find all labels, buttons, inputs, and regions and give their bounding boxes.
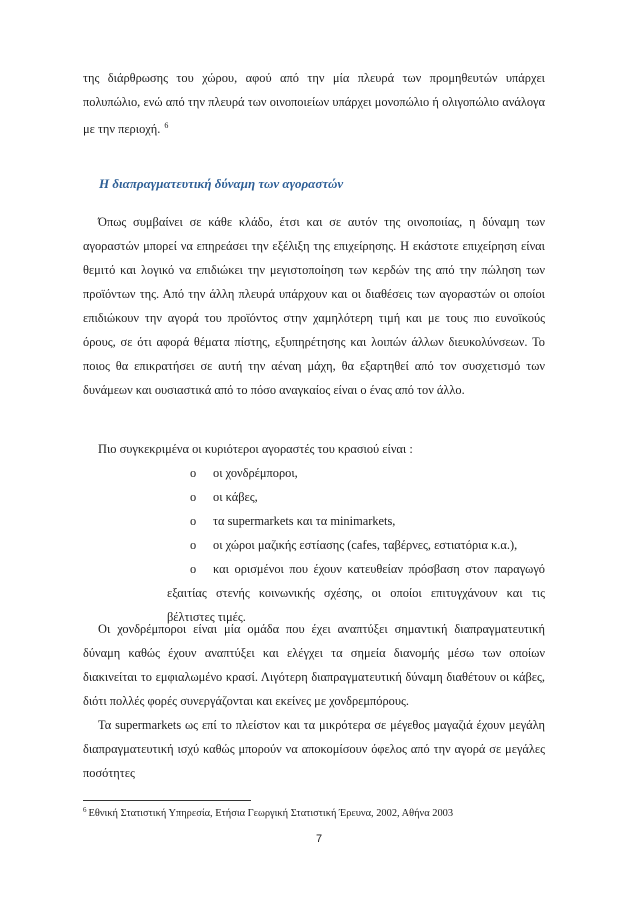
list-item-text: οι χώροι μαζικής εστίασης (cafes, ταβέρνες, εστιατόρια κ.α.), <box>213 538 518 552</box>
footnote-reference: 6 <box>164 121 169 130</box>
bullet-marker: o <box>190 466 197 480</box>
paragraph-wholesalers: Οι χονδρέμποροι είναι μία ομάδα που έχει αναπτύξει σημαντική διαπραγματευτική δύναμη καθώς έχουν αναπτύξει και ελέγχει τα σημεία διανομής μέσω των οποίων διακινείται το εμφιαλωμένο κρασί. Λιγότερη διαπραγματευτική δύναμη διαθέτουν οι κάβες, διότι πολλές φορές συνεργάζονται και εκείνες με χονδρεμπόρους. <box>83 622 545 708</box>
paragraph-supermarkets: Τα supermarkets ως επί το πλείστον και τα μικρότερα σε μέγεθος μαγαζιά έχουν μεγάλη διαπραγματευτική ισχύ καθώς μπορούν να αποκομίσουν όφελος από την αγορά σε μεγάλες ποσότητες <box>83 718 545 780</box>
section-heading: Η διαπραγματευτική δύναμη των αγοραστών <box>99 176 344 191</box>
paragraph-top-text: της διάρθρωσης του χώρου, αφού από την μία πλευρά των προμηθευτών υπάρχει πολυπώλιο, ενώ από την πλευρά των οινοποιείων υπάρχει μονοπώλιο ή ολιγοπώλιο ανάλογα με την περιοχή. <box>83 71 545 136</box>
list-item <box>0 485 638 509</box>
footnote-mark: 6 <box>83 806 87 814</box>
footnote <box>83 806 453 819</box>
list-item-text: και ορισμένοι που έχουν κατευθείαν πρόσβαση στον παραγωγό εξαιτίας στενής κοινωνικής σχέσης, οι οποίοι επιτυγχάνουν και τις βέλτιστες τιμές. <box>167 562 545 624</box>
paragraph-top <box>83 66 545 141</box>
footnote-text: Εθνική Στατιστική Υπηρεσία, Ετήσια Γεωργική Στατιστική Έρευνα, 2002, Αθήνα 2003 <box>88 808 454 819</box>
list-item-text: τα supermarkets και τα minimarkets, <box>213 514 396 528</box>
list-item-text: οι χονδρέμποροι, <box>213 466 298 480</box>
bullet-marker: o <box>190 562 197 576</box>
bullet-marker: o <box>190 514 197 528</box>
paragraph-buyers: Όπως συμβαίνει σε κάθε κλάδο, έτσι και σε αυτόν της οινοποιίας, η δύναμη των αγοραστών μπορεί να επηρεάσει την εξέλιξη της επιχείρησης. Η εκάστοτε επιχείρηση είναι θεμιτό και λογικό να επιδιώκει την μεγιστοποίηση των κερδών της από την πώληση των προϊόντων της. Από την άλλη πλευρά υπάρχουν και οι διαθέσεις των αγοραστών οι οποίοι επιδιώκουν την αγορά του προϊόντος στην χαμηλότερη τιμή και με τους πιο ευνοϊκούς όρους, σε ότι αφορά θέματα πίστης, εξυπηρέτησης και λοιπών άλλων διευκολύνσεων. Το ποιος θα επικρατήσει σε αυτή την αέναη μάχη, θα εξαρτηθεί από τον συσχετισμό των δυνάμεων και ουσιαστικά από το πόσο αναγκαίος είναι ο ένας από τον άλλο. <box>83 215 545 397</box>
list-item <box>0 461 638 485</box>
bullet-marker: o <box>190 490 197 504</box>
list-item <box>0 533 638 557</box>
list-item <box>0 509 638 533</box>
footnote-separator <box>83 800 251 801</box>
list-intro: Πιο συγκεκριμένα οι κυριότεροι αγοραστές του κρασιού είναι : <box>98 442 413 456</box>
list-item-text: οι κάβες, <box>213 490 258 504</box>
page-number: 7 <box>315 833 323 845</box>
bullet-marker: o <box>190 538 197 552</box>
